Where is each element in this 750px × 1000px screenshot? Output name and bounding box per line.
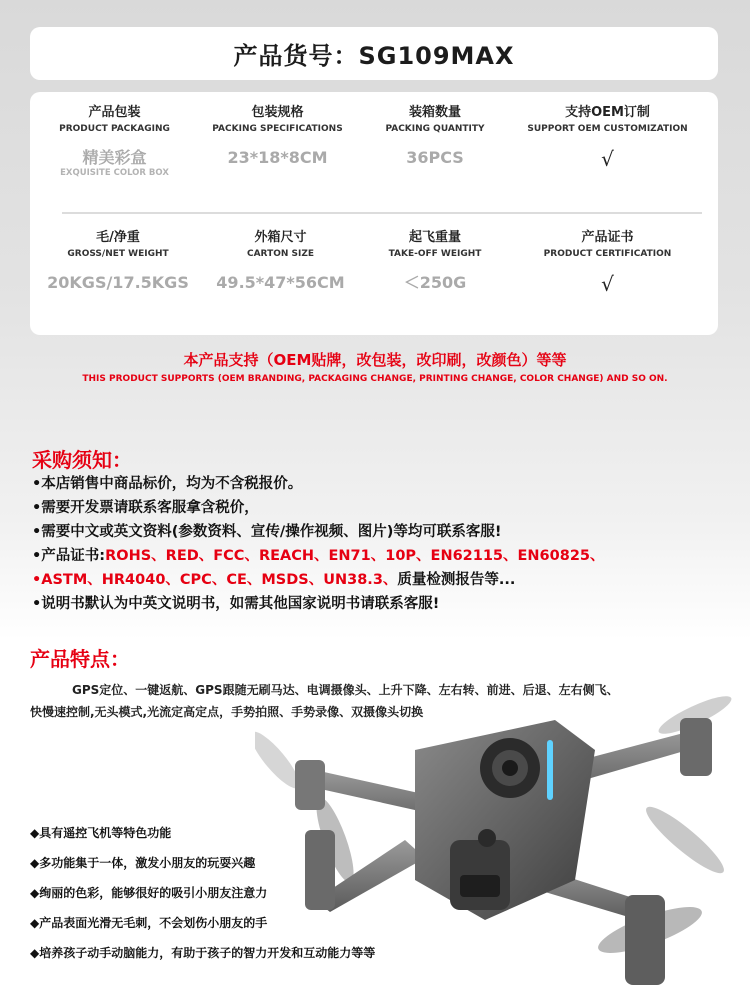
spec-weight <box>38 229 198 293</box>
feature-bullet: ◆多功能集于一体，激发小朋友的玩耍兴趣 <box>30 856 256 870</box>
notice-line: •需要中文或英文资料(参数资料、宣传/操作视频、图片)等均可联系客服! <box>32 524 502 540</box>
feature-bullet: ◆培养孩子动手动脑能力，有助于孩子的智力开发和互动能力等等 <box>30 946 376 960</box>
spec-label-cn: 毛/净重 <box>96 230 140 245</box>
spec-label-en: GROSS/NET WEIGHT <box>67 249 169 259</box>
feature-bullet: ◆绚丽的色彩，能够很好的吸引小朋友注意力 <box>30 886 268 900</box>
oem-notice-en: THIS PRODUCT SUPPORTS (OEM BRANDING, PACKAGING CHANGE, PRINTING CHANGE, COLOR CHANGE) AND SO ON. <box>82 374 668 384</box>
notice-cert-tail: 质量检测报告等... <box>397 572 516 588</box>
notice-cert-label: •产品证书: <box>32 548 106 564</box>
feature-bullet-list <box>30 818 470 968</box>
spec-label-cn: 外箱尺寸 <box>254 230 307 245</box>
features-desc-line: 快慢速控制,无头模式,光流定高定点，手势拍照、手势录像、双摄像头切换 <box>30 705 424 719</box>
spec-carton-size <box>198 229 363 293</box>
spec-value: 49.5*47*56CM <box>216 273 345 292</box>
product-number-title: 产品货号：SG109MAX <box>30 27 718 80</box>
spec-label-en: PACKING SPECIFICATIONS <box>212 124 343 134</box>
spec-label-en: TAKE-OFF WEIGHT <box>388 249 482 259</box>
purchase-notice-title: 采购须知： <box>32 448 132 472</box>
spec-label-cn: 产品包装 <box>88 105 141 120</box>
feature-bullet: ◆产品表面光滑无毛刺，不会划伤小朋友的手 <box>30 916 268 930</box>
notice-cert-list: •ASTM、HR4040、CPC、CE、MSDS、UN38.3、 <box>32 572 398 588</box>
spec-label-en: PRODUCT PACKAGING <box>59 124 170 134</box>
spec-label-en: CARTON SIZE <box>246 249 315 259</box>
spec-card <box>30 92 718 335</box>
spec-label-cn: 产品证书 <box>581 230 634 245</box>
spec-label-cn: 装箱数量 <box>408 105 461 120</box>
features-title: 产品特点： <box>30 647 130 671</box>
spec-value: 36PCS <box>406 148 464 167</box>
features-desc-line: GPS定位、一键返航、GPS跟随无刷马达、电调摄像头、上升下降、左右转、前进、后退、左右侧飞、 <box>72 683 619 697</box>
notice-line-certificates <box>32 544 732 568</box>
spec-value-sub: EXQUISITE COLOR BOX <box>60 168 169 178</box>
notice-line-certificates-2 <box>32 568 732 592</box>
feature-bullet: ◆具有遥控飞机等特色功能 <box>30 826 172 840</box>
spec-oem <box>510 104 705 170</box>
spec-value: ＜250G <box>403 273 467 292</box>
spec-packing-size <box>195 104 360 168</box>
spec-label-en: PACKING QUANTITY <box>385 124 485 134</box>
spec-label-cn: 支持OEM订制 <box>565 105 650 120</box>
notice-line: •本店销售中商品标价，均为不含税报价。 <box>32 476 303 492</box>
spec-value: 20KGS/17.5KGS <box>47 273 189 292</box>
spec-packing-quantity <box>370 104 500 168</box>
check-mark-icon: √ <box>601 272 614 296</box>
spec-label-cn: 起飞重量 <box>408 230 461 245</box>
check-mark-icon: √ <box>601 147 614 171</box>
notice-line: •说明书默认为中英文说明书，如需其他国家说明书请联系客服! <box>32 596 440 612</box>
purchase-notice-list <box>32 472 732 616</box>
spec-label-en: PRODUCT CERTIFICATION <box>543 249 672 259</box>
notice-line: •需要开发票请联系客服拿含税价， <box>32 500 259 516</box>
spec-packaging <box>42 104 187 178</box>
spec-value: 23*18*8CM <box>227 148 328 167</box>
spec-certification <box>510 229 705 295</box>
notice-cert-list: ROHS、RED、FCC、REACH、EN71、10P、EN62115、EN60825、 <box>105 548 605 564</box>
spec-label-cn: 包装规格 <box>251 105 304 120</box>
divider <box>62 212 702 214</box>
spec-label-en: SUPPORT OEM CUSTOMIZATION <box>527 124 688 134</box>
spec-value: 精美彩盒 <box>82 148 147 167</box>
spec-takeoff-weight <box>370 229 500 293</box>
oem-notice-cn: 本产品支持（OEM贴牌，改包装，改印刷，改颜色）等等 <box>183 351 567 369</box>
